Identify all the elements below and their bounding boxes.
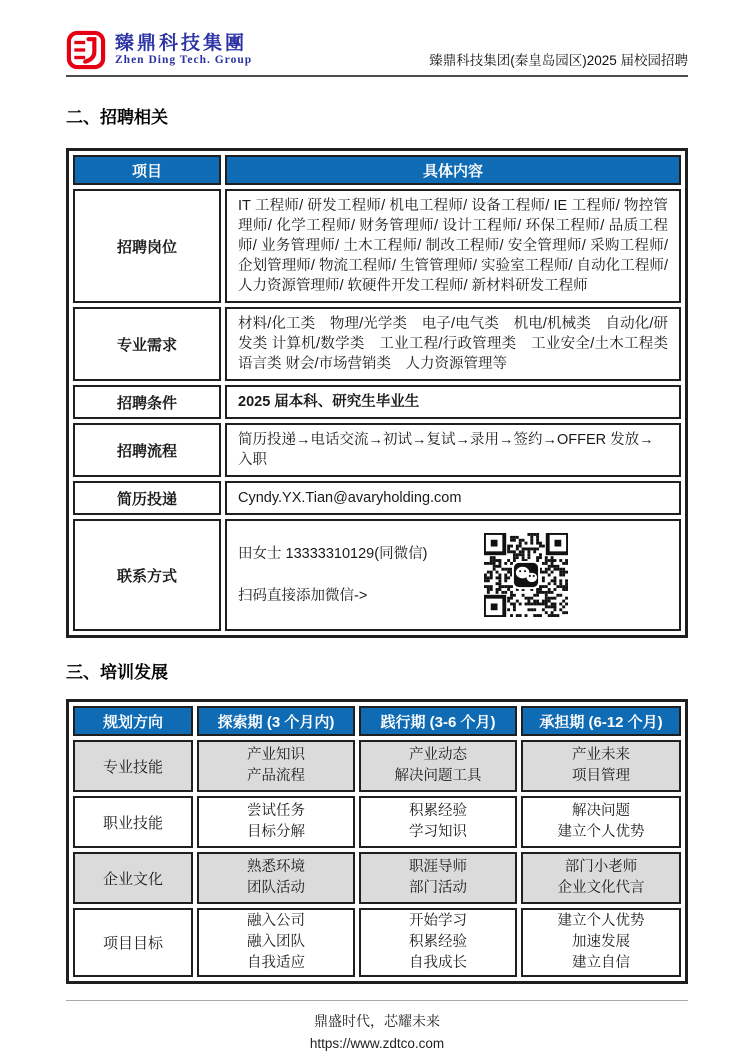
row-content: 简历投递→电话交流→初试→复试→录用→签约→OFFER 发放→入职 [225, 423, 681, 477]
cell-line: 积累经验 [409, 803, 467, 819]
brand-name-en: Zhen Ding Tech. Group [115, 54, 253, 67]
cell-line: 建立个人优势 [557, 913, 645, 929]
cell-line: 产品流程 [247, 768, 305, 784]
training-cell [197, 908, 355, 977]
cell-line: 加速发展 [572, 934, 630, 950]
zhen-ding-logo-icon [66, 30, 106, 70]
row-label: 联系方式 [73, 519, 221, 631]
table-row [73, 740, 681, 792]
cell-line: 项目管理 [572, 768, 630, 784]
row-label: 专业技能 [73, 740, 193, 792]
cell-line: 解决问题 [572, 803, 630, 819]
row-content[interactable]: Cyndy.YX.Tian@avaryholding.com [225, 481, 681, 515]
column-header-direction: 规划方向 [73, 706, 193, 736]
cell-line: 开始学习 [409, 913, 467, 929]
brand-name-cn: 臻鼎科技集團 [115, 32, 248, 54]
cell-line: 建立自信 [572, 955, 630, 971]
training-cell [359, 796, 517, 848]
table-row [73, 908, 681, 977]
cell-line: 积累经验 [409, 934, 467, 950]
training-cell [197, 796, 355, 848]
section-heading-training: 三、培训发展 [66, 663, 168, 682]
cell-line: 职涯导师 [409, 859, 467, 875]
cell-line: 产业未来 [572, 747, 630, 763]
column-header-explore: 探索期 (3 个月内) [197, 706, 355, 736]
cell-line: 部门小老师 [564, 859, 638, 875]
cell-line: 建立个人优势 [557, 824, 645, 840]
footer-slogan: 鼎盛时代，芯耀未来 [314, 1013, 440, 1029]
training-cell [197, 852, 355, 904]
contact-line: 扫码直接添加微信-> [238, 588, 368, 604]
row-label: 招聘岗位 [73, 189, 221, 303]
row-label: 简历投递 [73, 481, 221, 515]
recruit-info-table [66, 148, 688, 638]
table-header-row [73, 155, 681, 185]
row-content: IT 工程师/ 研发工程师/ 机电工程师/ 设备工程师/ IE 工程师/ 物控管理师/ 化学工程师/ 财务管理师/ 设计工程师/ 环保工程师/ 品质工程师/ 业务管理师/ 土木工程师/ 制改工程师/ 安全管理师/ 采购工程师/ 企划管理师/ 物流工程师/ 生管管理师/ 实验室工程师/ 自动化工程师/ 人力资源管理师/ 软硬件开发工程师/ 新材料研发工程师 [225, 189, 681, 303]
table-row [73, 852, 681, 904]
cell-line: 企业文化代言 [557, 880, 645, 896]
training-cell [359, 852, 517, 904]
training-cell [521, 740, 681, 792]
contact-line: 田女士 13333310129(同微信) [238, 546, 428, 562]
brand-text [115, 34, 252, 67]
wechat-qr-code [484, 533, 568, 617]
cell-line: 部门活动 [409, 880, 467, 896]
cell-line: 尝试任务 [247, 803, 305, 819]
table-row [73, 423, 681, 477]
cell-line: 自我适应 [247, 955, 305, 971]
company-brand [66, 30, 252, 70]
training-cell [197, 740, 355, 792]
column-header-item: 项目 [73, 155, 221, 185]
table-row [73, 307, 681, 381]
cell-line: 融入团队 [247, 934, 305, 950]
section-heading-recruit: 二、招聘相关 [66, 108, 168, 127]
column-header-undertake: 承担期 (6-12 个月) [521, 706, 681, 736]
row-content: 材料/化工类 物理/光学类 电子/电气类 机电/机械类 自动化/研发类 计算机/数学类 工业工程/行政管理类 工业安全/土木工程类 语言类 财会/市场营销类 人力资源管理等 [225, 307, 681, 381]
page-footer [66, 1000, 688, 1051]
cell-line: 产业动态 [409, 747, 467, 763]
row-label: 项目目标 [73, 908, 193, 977]
training-cell [521, 796, 681, 848]
cell-line: 团队活动 [247, 880, 305, 896]
row-label: 专业需求 [73, 307, 221, 381]
document-title: 臻鼎科技集团(秦皇岛园区)2025 届校园招聘 [429, 53, 688, 68]
row-label: 招聘条件 [73, 385, 221, 419]
cell-line: 学习知识 [409, 824, 467, 840]
training-cell [359, 740, 517, 792]
cell-line: 自我成长 [409, 955, 467, 971]
table-row [73, 189, 681, 303]
row-label: 职业技能 [73, 796, 193, 848]
cell-line: 解决问题工具 [394, 768, 482, 784]
table-row [73, 385, 681, 419]
training-cell [521, 852, 681, 904]
row-label: 招聘流程 [73, 423, 221, 477]
column-header-content: 具体内容 [225, 155, 681, 185]
cell-line: 融入公司 [247, 913, 305, 929]
page-header [66, 30, 688, 77]
table-row [73, 481, 681, 515]
table-header-row [73, 706, 681, 736]
table-row [73, 796, 681, 848]
cell-line: 熟悉环境 [247, 859, 305, 875]
column-header-practice: 践行期 (3-6 个月) [359, 706, 517, 736]
cell-line: 产业知识 [247, 747, 305, 763]
training-cell [521, 908, 681, 977]
table-row [73, 519, 681, 631]
cell-line: 目标分解 [247, 824, 305, 840]
row-content: 2025 届本科、研究生毕业生 [225, 385, 681, 419]
training-development-table [66, 699, 688, 984]
training-cell [359, 908, 517, 977]
row-content [225, 519, 681, 631]
footer-website-url[interactable]: https://www.zdtco.com [309, 1036, 445, 1051]
row-label: 企业文化 [73, 852, 193, 904]
